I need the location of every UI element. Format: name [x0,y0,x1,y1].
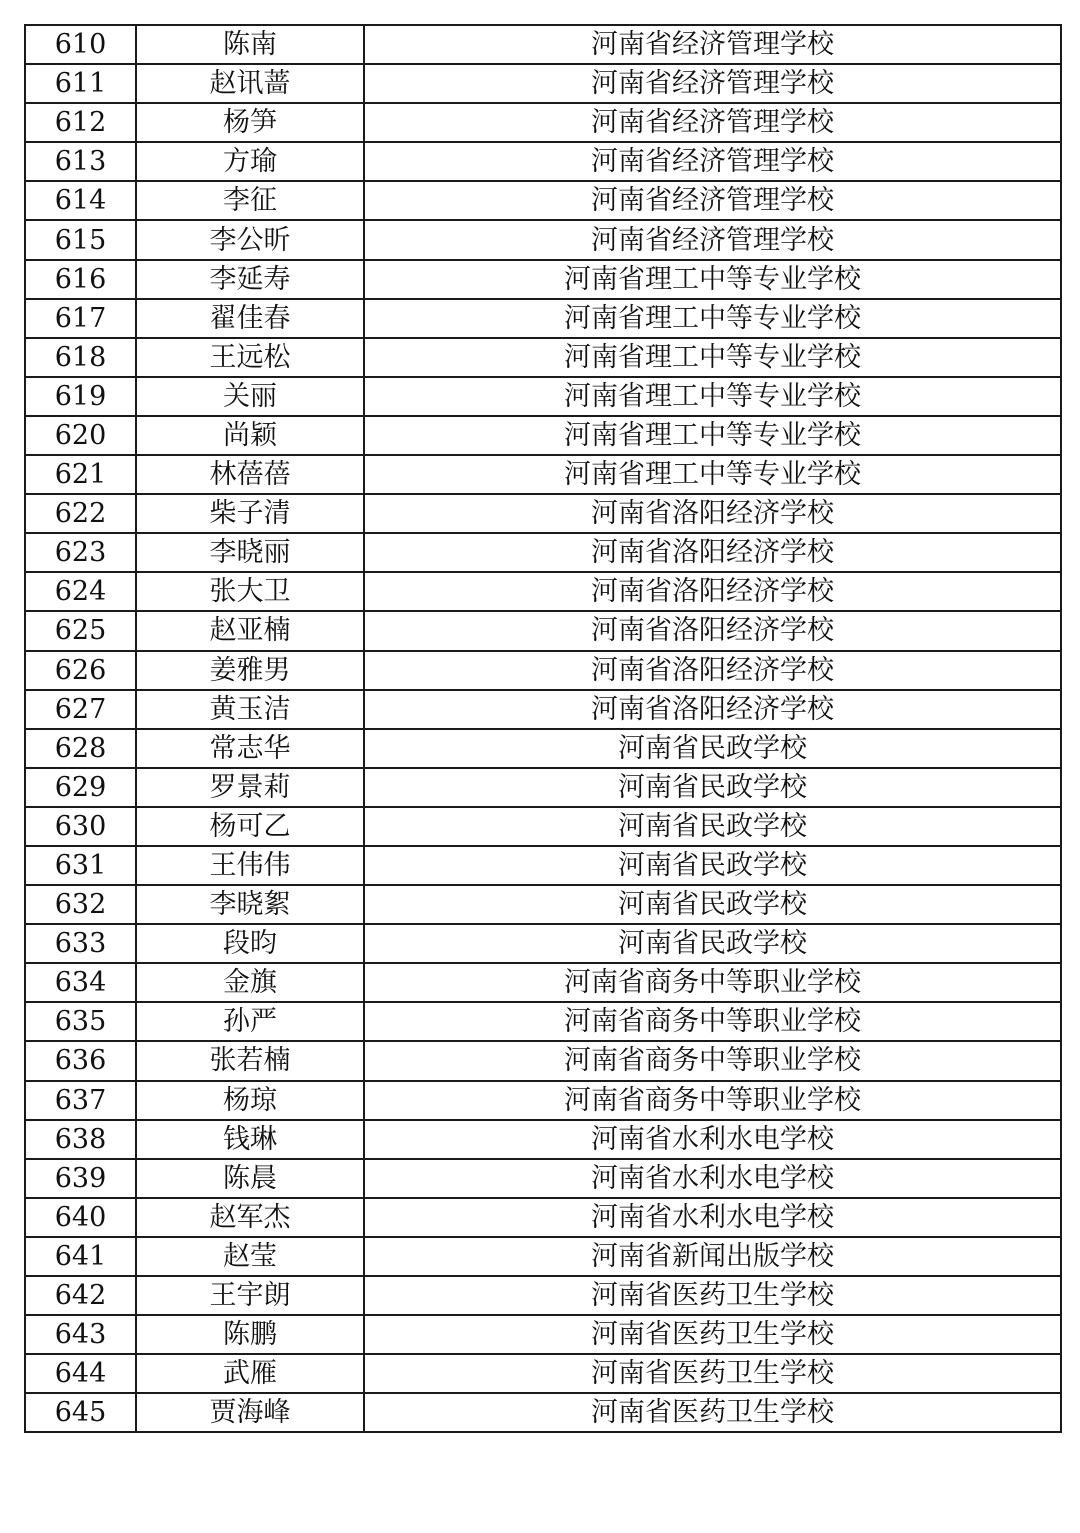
row-number-cell: 645 [25,1393,136,1432]
table-row [25,885,1061,924]
row-number-cell: 630 [25,807,136,846]
person-name-cell: 罗景莉 [136,768,364,807]
table-row [25,651,1061,690]
person-name-cell: 段昀 [136,924,364,963]
school-name-cell: 河南省理工中等专业学校 [364,260,1061,299]
school-name-cell: 河南省民政学校 [364,846,1061,885]
school-name-cell: 河南省商务中等职业学校 [364,1041,1061,1080]
table-row [25,455,1061,494]
school-name-cell: 河南省洛阳经济学校 [364,690,1061,729]
person-name-cell: 柴子清 [136,494,364,533]
row-number-cell: 623 [25,533,136,572]
person-name-cell: 赵莹 [136,1237,364,1276]
school-name-cell: 河南省洛阳经济学校 [364,533,1061,572]
school-name-cell: 河南省水利水电学校 [364,1198,1061,1237]
school-name-cell: 河南省洛阳经济学校 [364,651,1061,690]
table-row [25,1120,1061,1159]
table-row [25,338,1061,377]
row-number-cell: 615 [25,220,136,259]
school-name-cell: 河南省经济管理学校 [364,25,1061,64]
table-row [25,1081,1061,1120]
school-name-cell: 河南省经济管理学校 [364,64,1061,103]
person-name-cell: 方瑜 [136,142,364,181]
school-name-cell: 河南省理工中等专业学校 [364,377,1061,416]
school-name-cell: 河南省经济管理学校 [364,220,1061,259]
row-number-cell: 637 [25,1081,136,1120]
school-name-cell: 河南省水利水电学校 [364,1120,1061,1159]
school-name-cell: 河南省新闻出版学校 [364,1237,1061,1276]
table-row [25,963,1061,1002]
person-name-cell: 关丽 [136,377,364,416]
school-name-cell: 河南省商务中等职业学校 [364,1081,1061,1120]
table-row [25,1198,1061,1237]
table-row [25,494,1061,533]
row-number-cell: 612 [25,103,136,142]
table-row [25,1276,1061,1315]
table-row [25,220,1061,259]
table-row [25,416,1061,455]
row-number-cell: 631 [25,846,136,885]
table-row [25,64,1061,103]
row-number-cell: 617 [25,299,136,338]
row-number-cell: 618 [25,338,136,377]
table-row [25,25,1061,64]
school-name-cell: 河南省医药卫生学校 [364,1393,1061,1432]
row-number-cell: 614 [25,181,136,220]
person-name-cell: 金旗 [136,963,364,1002]
row-number-cell: 629 [25,768,136,807]
table-row [25,1041,1061,1080]
roster-table-body [25,25,1061,1432]
school-name-cell: 河南省民政学校 [364,924,1061,963]
person-name-cell: 陈鹏 [136,1315,364,1354]
school-name-cell: 河南省医药卫生学校 [364,1315,1061,1354]
table-row [25,1237,1061,1276]
person-name-cell: 陈南 [136,25,364,64]
table-row [25,260,1061,299]
school-name-cell: 河南省理工中等专业学校 [364,338,1061,377]
school-name-cell: 河南省洛阳经济学校 [364,611,1061,650]
person-name-cell: 姜雅男 [136,651,364,690]
row-number-cell: 619 [25,377,136,416]
row-number-cell: 624 [25,572,136,611]
person-name-cell: 李晓丽 [136,533,364,572]
row-number-cell: 621 [25,455,136,494]
row-number-cell: 616 [25,260,136,299]
school-name-cell: 河南省理工中等专业学校 [364,299,1061,338]
table-row [25,807,1061,846]
table-row [25,142,1061,181]
school-name-cell: 河南省洛阳经济学校 [364,494,1061,533]
row-number-cell: 613 [25,142,136,181]
row-number-cell: 634 [25,963,136,1002]
row-number-cell: 642 [25,1276,136,1315]
person-name-cell: 王远松 [136,338,364,377]
table-row [25,299,1061,338]
person-name-cell: 赵军杰 [136,1198,364,1237]
row-number-cell: 639 [25,1159,136,1198]
person-name-cell: 张大卫 [136,572,364,611]
row-number-cell: 643 [25,1315,136,1354]
school-name-cell: 河南省医药卫生学校 [364,1354,1061,1393]
person-name-cell: 陈晨 [136,1159,364,1198]
person-name-cell: 黄玉洁 [136,690,364,729]
person-name-cell: 杨琼 [136,1081,364,1120]
table-row [25,572,1061,611]
person-name-cell: 赵讯蔷 [136,64,364,103]
table-row [25,1002,1061,1041]
table-row [25,846,1061,885]
table-row [25,1354,1061,1393]
school-name-cell: 河南省理工中等专业学校 [364,455,1061,494]
school-name-cell: 河南省理工中等专业学校 [364,416,1061,455]
row-number-cell: 620 [25,416,136,455]
school-name-cell: 河南省经济管理学校 [364,142,1061,181]
row-number-cell: 627 [25,690,136,729]
row-number-cell: 628 [25,729,136,768]
row-number-cell: 640 [25,1198,136,1237]
person-name-cell: 钱琳 [136,1120,364,1159]
row-number-cell: 611 [25,64,136,103]
table-row [25,768,1061,807]
row-number-cell: 626 [25,651,136,690]
row-number-cell: 625 [25,611,136,650]
table-row [25,1315,1061,1354]
person-name-cell: 林蓓蓓 [136,455,364,494]
table-row [25,377,1061,416]
person-name-cell: 李晓絮 [136,885,364,924]
table-row [25,924,1061,963]
school-name-cell: 河南省商务中等职业学校 [364,963,1061,1002]
school-name-cell: 河南省民政学校 [364,729,1061,768]
table-row [25,1393,1061,1432]
person-name-cell: 杨可乙 [136,807,364,846]
person-name-cell: 王宇朗 [136,1276,364,1315]
row-number-cell: 622 [25,494,136,533]
row-number-cell: 635 [25,1002,136,1041]
table-row [25,1159,1061,1198]
person-name-cell: 武雁 [136,1354,364,1393]
person-name-cell: 李延寿 [136,260,364,299]
row-number-cell: 632 [25,885,136,924]
person-name-cell: 李公昕 [136,220,364,259]
row-number-cell: 633 [25,924,136,963]
person-name-cell: 孙严 [136,1002,364,1041]
row-number-cell: 610 [25,25,136,64]
table-row [25,690,1061,729]
row-number-cell: 644 [25,1354,136,1393]
school-name-cell: 河南省商务中等职业学校 [364,1002,1061,1041]
school-name-cell: 河南省医药卫生学校 [364,1276,1061,1315]
school-name-cell: 河南省洛阳经济学校 [364,572,1061,611]
school-name-cell: 河南省经济管理学校 [364,103,1061,142]
row-number-cell: 641 [25,1237,136,1276]
person-name-cell: 张若楠 [136,1041,364,1080]
person-name-cell: 李征 [136,181,364,220]
roster-table [24,24,1062,1433]
person-name-cell: 翟佳春 [136,299,364,338]
table-row [25,181,1061,220]
school-name-cell: 河南省水利水电学校 [364,1159,1061,1198]
person-name-cell: 尚颖 [136,416,364,455]
table-row [25,729,1061,768]
person-name-cell: 赵亚楠 [136,611,364,650]
person-name-cell: 常志华 [136,729,364,768]
school-name-cell: 河南省民政学校 [364,807,1061,846]
row-number-cell: 638 [25,1120,136,1159]
row-number-cell: 636 [25,1041,136,1080]
person-name-cell: 王伟伟 [136,846,364,885]
person-name-cell: 贾海峰 [136,1393,364,1432]
school-name-cell: 河南省民政学校 [364,885,1061,924]
school-name-cell: 河南省民政学校 [364,768,1061,807]
table-row [25,533,1061,572]
table-row [25,103,1061,142]
person-name-cell: 杨笋 [136,103,364,142]
table-row [25,611,1061,650]
school-name-cell: 河南省经济管理学校 [364,181,1061,220]
